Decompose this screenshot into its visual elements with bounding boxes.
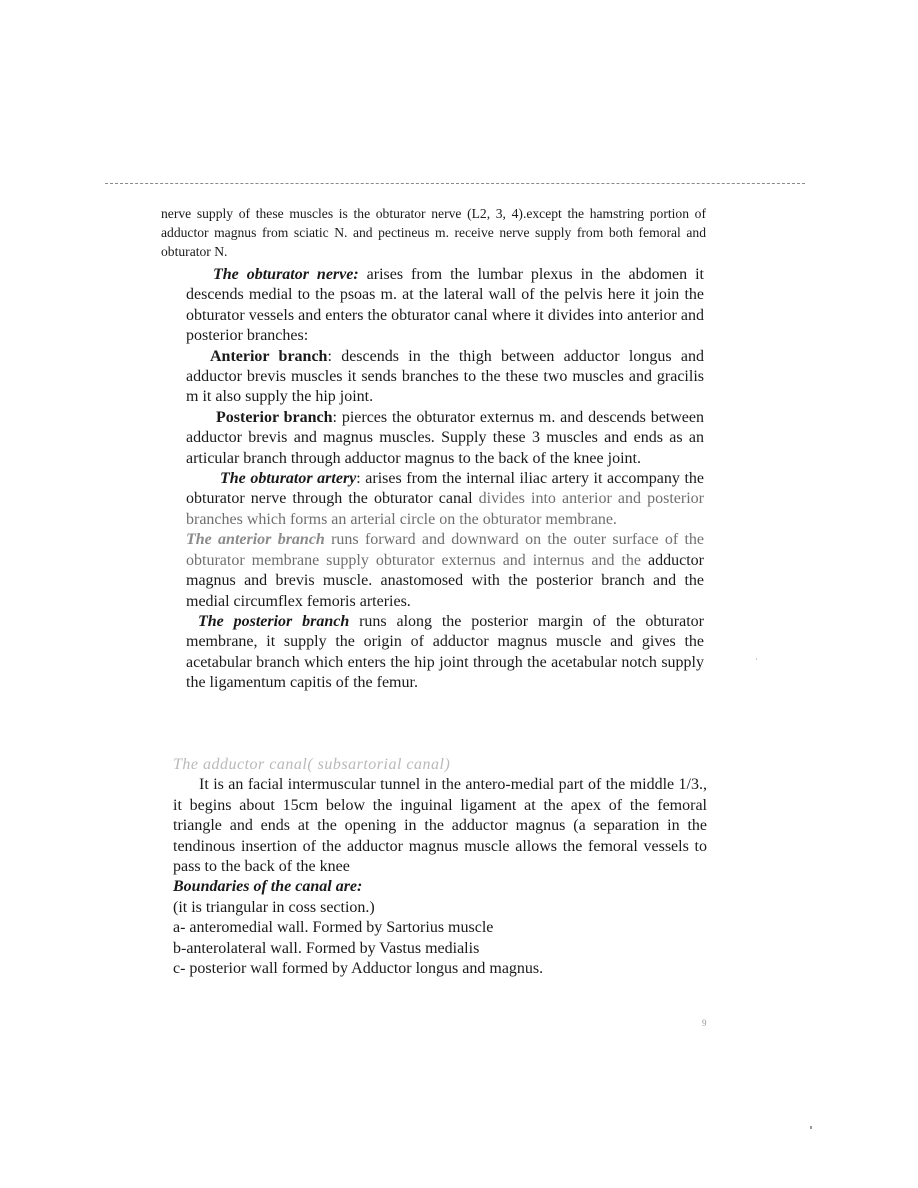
obturator-section — [186, 265, 704, 694]
anterior-branch-artery-text-faded: runs forward and downward on the outer surface of the obturator membrane supply obturator externus and internus and the — [186, 531, 704, 569]
anterior-branch-artery-title: The anterior branch — [186, 531, 325, 549]
adductor-canal-description: It is an facial intermuscular tunnel in the antero-medial part of the middle 1/3., it begins about 15cm below the inguinal ligament at the apex of the femoral triangle and ends at the opening in the adductor magnus (a separation in the tendinous insertion of the adductor magnus muscle allows the femoral vessels to pass to the back of the knee — [173, 776, 707, 876]
anterior-branch-nerve-title: Anterior branch — [210, 347, 328, 365]
obturator-artery-text-2: divides into anterior and posterior branches which forms an arterial circle on the obturator membrane. — [186, 490, 704, 528]
boundaries-note: (it is triangular in coss section.) — [173, 898, 375, 916]
obturator-artery-title: The obturator artery — [220, 470, 357, 488]
adductor-canal-heading: The adductor canal( subsartorial canal) — [173, 756, 451, 773]
posterior-branch-nerve-paragraph — [186, 408, 704, 469]
obturator-nerve-paragraph — [186, 265, 704, 347]
boundaries-title-line — [173, 877, 707, 897]
boundary-item-c: c- posterior wall formed by Adductor longus and magnus. — [173, 960, 544, 978]
scan-speck — [756, 658, 757, 660]
adductor-canal-section — [173, 755, 707, 979]
anterior-branch-nerve-paragraph — [186, 347, 704, 408]
posterior-branch-artery-paragraph — [186, 612, 704, 694]
obturator-artery-paragraph — [186, 469, 704, 530]
boundary-item-b: b-anterolateral wall. Formed by Vastus medialis — [173, 939, 480, 957]
posterior-branch-nerve-text: : pierces the obturator externus m. and descends between adductor brevis and magnus muscles. Supply these 3 muscles and ends as an articular branch through adductor magnus to the back of the knee joint. — [186, 408, 704, 467]
intro-paragraph: nerve supply of these muscles is the obturator nerve (L2, 3, 4).except the hamstring portion of adductor magnus from sciatic N. and pectineus m. receive nerve supply from both femoral and obturator N. — [161, 205, 706, 259]
top-divider — [105, 183, 805, 184]
anterior-branch-artery-paragraph — [186, 530, 704, 612]
anterior-branch-artery-text: adductor magnus and brevis muscle. anastomosed with the posterior branch and the medial circumflex femoris arteries. — [186, 551, 704, 610]
obturator-artery-text-1: : arises from the internal iliac artery it accompany the obturator nerve through the obturator canal — [186, 470, 704, 508]
boundary-item-a: a- anteromedial wall. Formed by Sartorius muscle — [173, 919, 494, 937]
boundaries-title: Boundaries of the canal are: — [173, 878, 363, 896]
page-number: 9 — [702, 1018, 707, 1028]
obturator-nerve-text: arises from the lumbar plexus in the abdomen it descends medial to the psoas m. at the lateral wall of the pelvis here it join the obturator vessels and enters the obturator canal where it divides into anterior and posterior branches: — [186, 266, 704, 345]
scan-speck — [810, 1126, 812, 1129]
posterior-branch-artery-title: The posterior branch — [198, 612, 350, 630]
obturator-nerve-title: The obturator nerve: — [213, 266, 359, 283]
posterior-branch-nerve-title: Posterior branch — [216, 408, 333, 426]
posterior-branch-artery-text: runs along the posterior margin of the obturator membrane, it supply the origin of adductor magnus muscle and gives the acetabular branch which enters the hip joint through the acetabular notch supply the ligamentum capitis of the femur. — [186, 612, 705, 692]
anterior-branch-nerve-text: : descends in the thigh between adductor longus and adductor brevis muscles it sends branches to the these two muscles and gracilis m it also supply the hip joint. — [186, 347, 705, 406]
